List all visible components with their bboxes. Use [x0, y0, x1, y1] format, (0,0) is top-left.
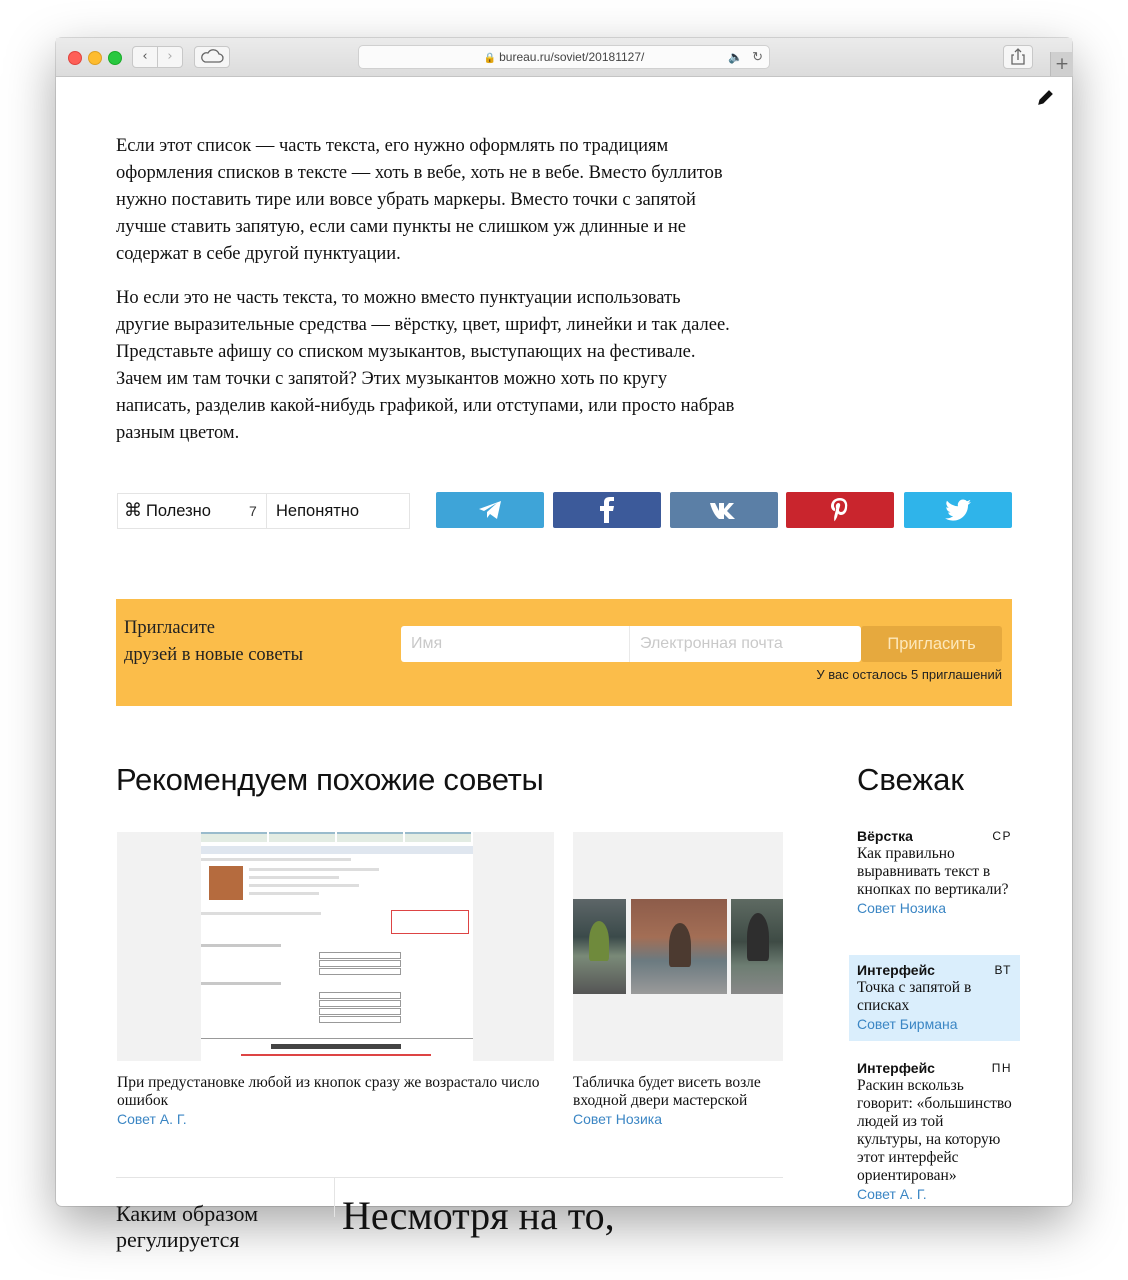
article-paragraph-2: Но если это не часть текста, то можно вместо пунктуации использовать другие выразительные средства — вёрстку, цвет, шрифт, линейки и так далее. Представьте афишу со списком музыкантов, выступающих на фестивале. Зачем им там точки с запятой? Этих музыкантов можно хоть по кругу написать, разделив какой-нибудь графикой, или отступами, или просто набрав разным цветом. — [116, 288, 735, 443]
card-2-caption: Табличка будет висеть возле входной двери мастерской — [573, 1074, 761, 1109]
order-form-screenshot — [201, 832, 473, 1061]
share-telegram-button[interactable] — [436, 492, 544, 528]
facebook-icon — [599, 497, 615, 523]
card-2-author[interactable]: Совет Нозика — [573, 1111, 662, 1127]
chevron-left-icon: ‹ — [142, 49, 148, 64]
useful-button[interactable] — [124, 494, 211, 528]
share-pinterest-button[interactable] — [786, 492, 894, 528]
back-button[interactable] — [132, 46, 158, 68]
card-1-author[interactable]: Совет А. Г. — [117, 1111, 187, 1127]
fresh-item-day: ВТ — [994, 963, 1012, 977]
fresh-item-category: Вёрстка — [857, 828, 913, 844]
pencil-icon[interactable] — [1036, 87, 1056, 107]
unclear-button[interactable]: Непонятно — [276, 502, 360, 520]
fresh-heading: Свежак — [857, 762, 964, 797]
telegram-icon — [477, 499, 503, 521]
reactions-bar — [117, 493, 410, 529]
card-1-thumbnail — [117, 832, 554, 1061]
email-input[interactable]: Электронная почта — [640, 635, 783, 652]
fresh-item-author[interactable]: Совет Бирмана — [857, 1016, 958, 1032]
share-icon — [1004, 46, 1032, 68]
speaker-icon[interactable]: 🔈 — [728, 50, 743, 64]
fresh-item-day: ПН — [991, 1061, 1012, 1075]
vk-icon — [709, 501, 739, 519]
close-window-button[interactable] — [68, 51, 82, 65]
new-tab-button[interactable]: + — [1050, 52, 1073, 76]
address-bar[interactable] — [358, 45, 770, 69]
command-icon: ⌘ — [124, 500, 142, 521]
cyclist-photo-2 — [631, 899, 727, 994]
article-paragraph-1: Если этот список — часть текста, его нужно оформлять по традициям оформления списков в тексте — хоть в вебе, хоть не в вебе. Вместо буллитов нужно поставить тире или вовсе убрать маркеры. Вместо точки с запятой лучше ставить запятую, если сами пункты не слишком уж длинные и не содержат в себе другой пунктуации. — [116, 136, 723, 264]
invite-inputs — [401, 626, 861, 662]
name-input[interactable]: Имя — [401, 626, 630, 662]
fresh-item-category: Интерфейс — [857, 1060, 935, 1076]
pinterest-icon — [829, 497, 851, 523]
fresh-item-author[interactable]: Совет Нозика — [857, 900, 946, 916]
fresh-item-1[interactable] — [849, 821, 1020, 925]
reactions-divider — [266, 494, 267, 528]
zoom-window-button[interactable] — [108, 51, 122, 65]
browser-toolbar — [56, 38, 1072, 77]
useful-count: 7 — [249, 503, 257, 519]
browser-window — [56, 38, 1072, 1252]
card-1-caption: При предустановке любой из кнопок сразу же возрастало число ошибок — [117, 1074, 540, 1109]
fresh-item-title: Раскин вскользь говорит: «большинство людей из той культуры, на которую этот интерфейс ориентирован» — [857, 1077, 1012, 1184]
share-facebook-button[interactable] — [553, 492, 661, 528]
share-vk-button[interactable] — [670, 492, 778, 528]
teaser-small-title[interactable]: Каким образом регулируется — [116, 1201, 259, 1252]
fresh-item-title: Как правильно выравнивать текст в кнопках по вертикали? — [857, 845, 1009, 898]
fresh-item-author[interactable]: Совет А. Г. — [857, 1186, 927, 1202]
reload-icon[interactable]: ↻ — [752, 49, 763, 64]
share-twitter-button[interactable] — [904, 492, 1012, 528]
invite-title: Пригласите друзей в новые советы — [124, 618, 304, 665]
twitter-icon — [944, 499, 972, 521]
chevron-right-icon: › — [167, 49, 173, 64]
card-2-thumbnail — [573, 832, 783, 1061]
fresh-item-3[interactable] — [849, 1053, 1020, 1211]
cloud-icon — [195, 47, 229, 67]
recommended-heading: Рекомендуем похожие советы — [116, 762, 544, 797]
teaser-big-title[interactable]: Несмотря на то, — [342, 1193, 615, 1238]
share-button[interactable] — [1003, 45, 1033, 69]
recommended-card-2[interactable] — [573, 832, 783, 1128]
page-content — [56, 77, 1072, 1252]
cyclist-photo-1 — [573, 899, 626, 994]
invite-friends-panel — [116, 599, 1012, 706]
icloud-tabs-button[interactable] — [194, 46, 230, 68]
invites-remaining: У вас осталось 5 приглашений — [816, 667, 1002, 682]
minimize-window-button[interactable] — [88, 51, 102, 65]
column-divider — [334, 1177, 335, 1217]
fresh-item-title: Точка с запятой в списках — [857, 979, 972, 1014]
forward-button[interactable] — [157, 46, 183, 68]
invite-button[interactable]: Пригласить — [861, 626, 1002, 662]
useful-label: Полезно — [146, 502, 211, 520]
fresh-item-2[interactable] — [849, 955, 1020, 1041]
recommended-card-1[interactable] — [117, 832, 554, 1128]
url-text: bureau.ru/soviet/20181127/ — [499, 50, 645, 64]
section-divider — [116, 1177, 783, 1178]
fresh-item-category: Интерфейс — [857, 962, 935, 978]
fresh-item-day: СР — [992, 829, 1012, 843]
cyclist-photo-3 — [731, 899, 783, 994]
lock-icon: 🔒 — [483, 53, 497, 64]
